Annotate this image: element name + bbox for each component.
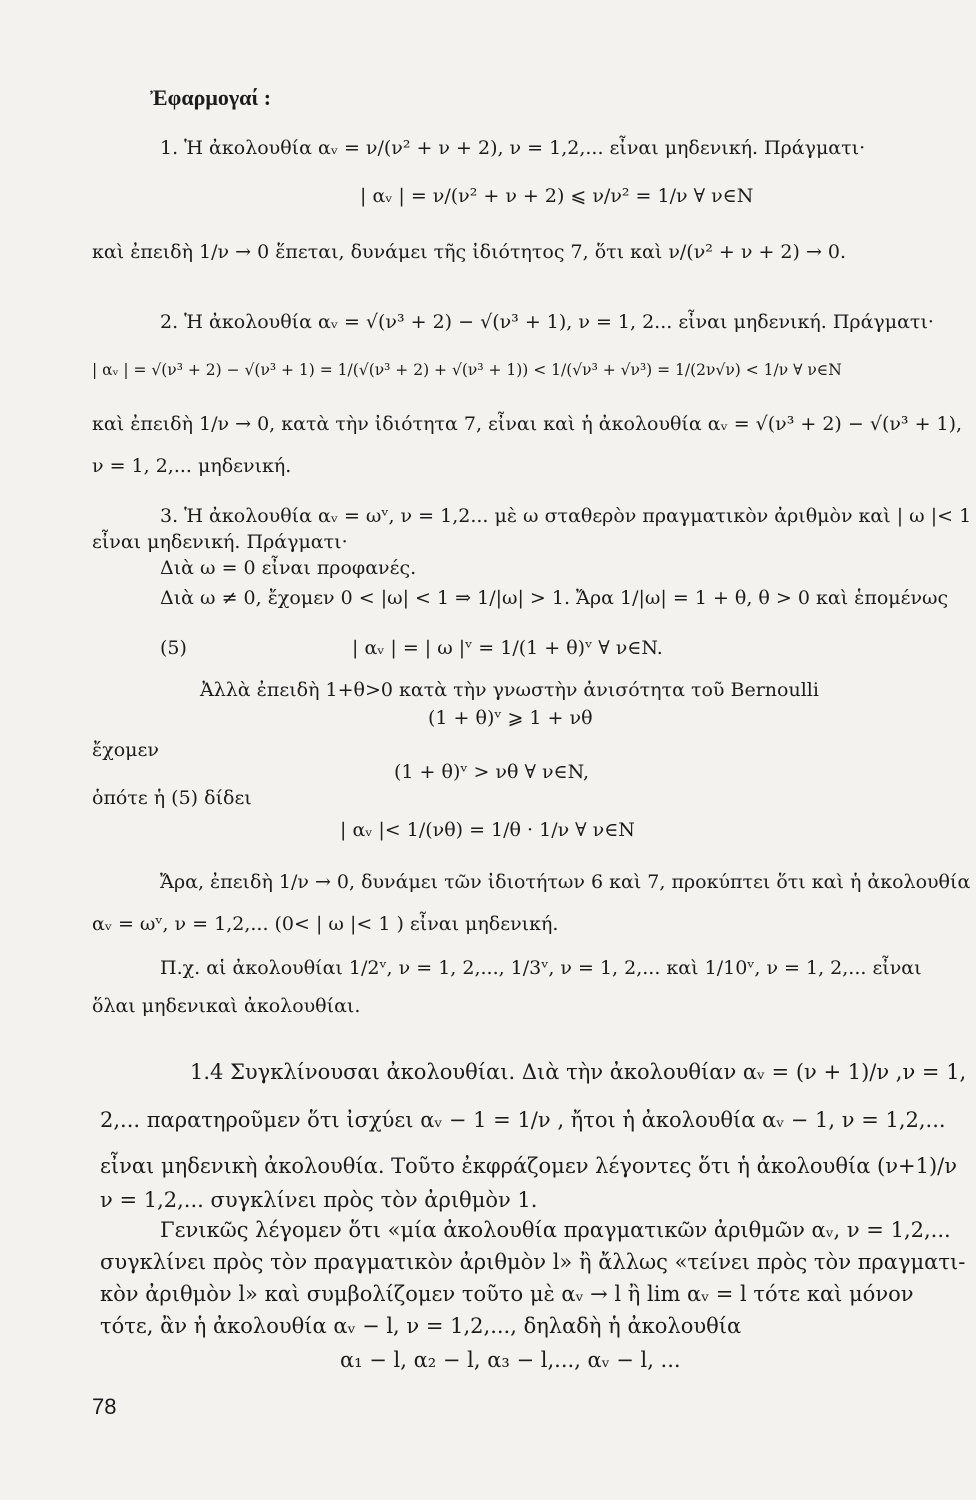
equation-5: | αᵥ | = | ω |ᵛ = 1/(1 + θ)ᵛ ∀ ν∈N. (352, 637, 663, 659)
example-3-statement-cont: εἶναι μηδενική. Πράγματι· (92, 531, 348, 553)
section-1-4-line-2: 2,... παρατηροῦμεν ὅτι ἰσχύει αᵥ − 1 = 1/ν , ἤτοι ἡ ἀκολουθία αᵥ − 1, ν = 1,2,... (100, 1108, 946, 1132)
examples-geometric-end: ὅλαι μηδενικαὶ ἀκολουθίαι. (92, 995, 361, 1017)
equation-label-5: (5) (160, 637, 187, 659)
inequality-nu-theta: (1 + θ)ᵛ > νθ ∀ ν∈N, (394, 761, 590, 783)
example-1-inequality: | αᵥ | = ν/(ν² + ν + 2) ⩽ ν/ν² = 1/ν ∀ ν∈N (360, 185, 754, 207)
label-whence: ὁπότε ἡ (5) δίδει (92, 787, 252, 809)
section-1-4-line-7: κὸν ἀριθμὸν l» καὶ συμβολίζομεν τοῦτο μὲ αᵥ → l ἢ lim αᵥ = l τότε καὶ μόνον (100, 1282, 914, 1306)
example-3-conclusion-cont: αᵥ = ωᵛ, ν = 1,2,... (0< | ω |< 1 ) εἶναι μηδενική. (92, 913, 559, 935)
example-3-statement: 3. Ἡ ἀκολουθία αᵥ = ωᵛ, ν = 1,2... μὲ ω σταθερὸν πραγματικὸν ἀριθμὸν καὶ | ω |< 1 (160, 505, 972, 527)
example-3-case-nonzero: Διὰ ω ≠ 0, ἔχομεν 0 < |ω| < 1 ⇒ 1/|ω| > 1. Ἄρα 1/|ω| = 1 + θ, θ > 0 καὶ ἑπομένως (160, 587, 949, 609)
section-1-4-heading: 1.4 Συγκλίνουσαι ἀκολουθίαι. Διὰ τὴν ἀκολουθίαν αᵥ = (ν + 1)/ν ,ν = 1, (190, 1060, 967, 1084)
final-bound: | αᵥ |< 1/(νθ) = 1/θ · 1/ν ∀ ν∈N (340, 819, 635, 841)
example-2-statement: 2. Ἡ ἀκολουθία αᵥ = √(ν³ + 2) − √(ν³ + 1), ν = 1, 2... εἶναι μηδενική. Πράγματι· (160, 311, 934, 333)
example-2-end: ν = 1, 2,... μηδενική. (92, 455, 292, 477)
example-1-conclusion: καὶ ἐπειδὴ 1/ν → 0 ἕπεται, δυνάμει τῆς ἰδιότητος 7, ὅτι καὶ ν/(ν² + ν + 2) → 0. (92, 241, 847, 263)
section-1-4-line-5: Γενικῶς λέγομεν ὅτι «μία ἀκολουθία πραγματικῶν ἀριθμῶν αᵥ, ν = 1,2,... (160, 1218, 951, 1242)
example-2-inequality: | αᵥ | = √(ν³ + 2) − √(ν³ + 1) = 1/(√(ν³ + 2) + √(ν³ + 1)) < 1/(√ν³ + √ν³) = 1/(2ν√ν) < 1/ν ∀ ν∈N (92, 361, 842, 379)
examples-geometric: Π.χ. αἱ ἀκολουθίαι 1/2ᵛ, ν = 1, 2,..., 1/3ᵛ, ν = 1, 2,... καὶ 1/10ᵛ, ν = 1, 2,... εἶναι (160, 957, 922, 979)
bernoulli-inequality: (1 + θ)ᵛ ⩾ 1 + νθ (428, 707, 593, 729)
page-number: 78 (92, 1394, 117, 1419)
label-we-have: ἔχομεν (92, 739, 159, 761)
section-1-4-line-4: ν = 1,2,... συγκλίνει πρὸς τὸν ἀριθμὸν 1. (100, 1188, 538, 1212)
section-1-4-line-9: α₁ − l, α₂ − l, α₃ − l,..., αᵥ − l, ... (340, 1348, 681, 1372)
bernoulli-intro: Ἀλλὰ ἐπειδὴ 1+θ>0 κατὰ τὴν γνωστὴν ἀνισότητα τοῦ Bernoulli (200, 679, 819, 701)
section-heading: Ἐφαρμογαί : (150, 85, 272, 110)
example-3-case-zero: Διὰ ω = 0 εἶναι προφανές. (160, 557, 417, 579)
section-1-4-line-3: εἶναι μηδενικὴ ἀκολουθία. Τοῦτο ἐκφράζομεν λέγοντες ὅτι ἡ ἀκολουθία (ν+1)/ν (100, 1154, 958, 1178)
example-3-conclusion: Ἄρα, ἐπειδὴ 1/ν → 0, δυνάμει τῶν ἰδιοτήτων 6 καὶ 7, προκύπτει ὅτι καὶ ἡ ἀκολουθία (160, 871, 971, 893)
section-1-4-line-6: συγκλίνει πρὸς τὸν πραγματικὸν ἀριθμὸν l» ἢ ἄλλως «τείνει πρὸς τὸν πραγματι- (100, 1250, 966, 1274)
example-1-statement: 1. Ἡ ἀκολουθία αᵥ = ν/(ν² + ν + 2), ν = 1,2,... εἶναι μηδενική. Πράγματι· (160, 137, 866, 159)
section-1-4-line-8: τότε, ἂν ἡ ἀκολουθία αᵥ − l, ν = 1,2,..., δηλαδὴ ἡ ἀκολουθία (100, 1314, 742, 1338)
example-2-conclusion: καὶ ἐπειδὴ 1/ν → 0, κατὰ τὴν ἰδιότητα 7, εἶναι καὶ ἡ ἀκολουθία αᵥ = √(ν³ + 2) − √(ν³ + 1), (92, 413, 963, 435)
